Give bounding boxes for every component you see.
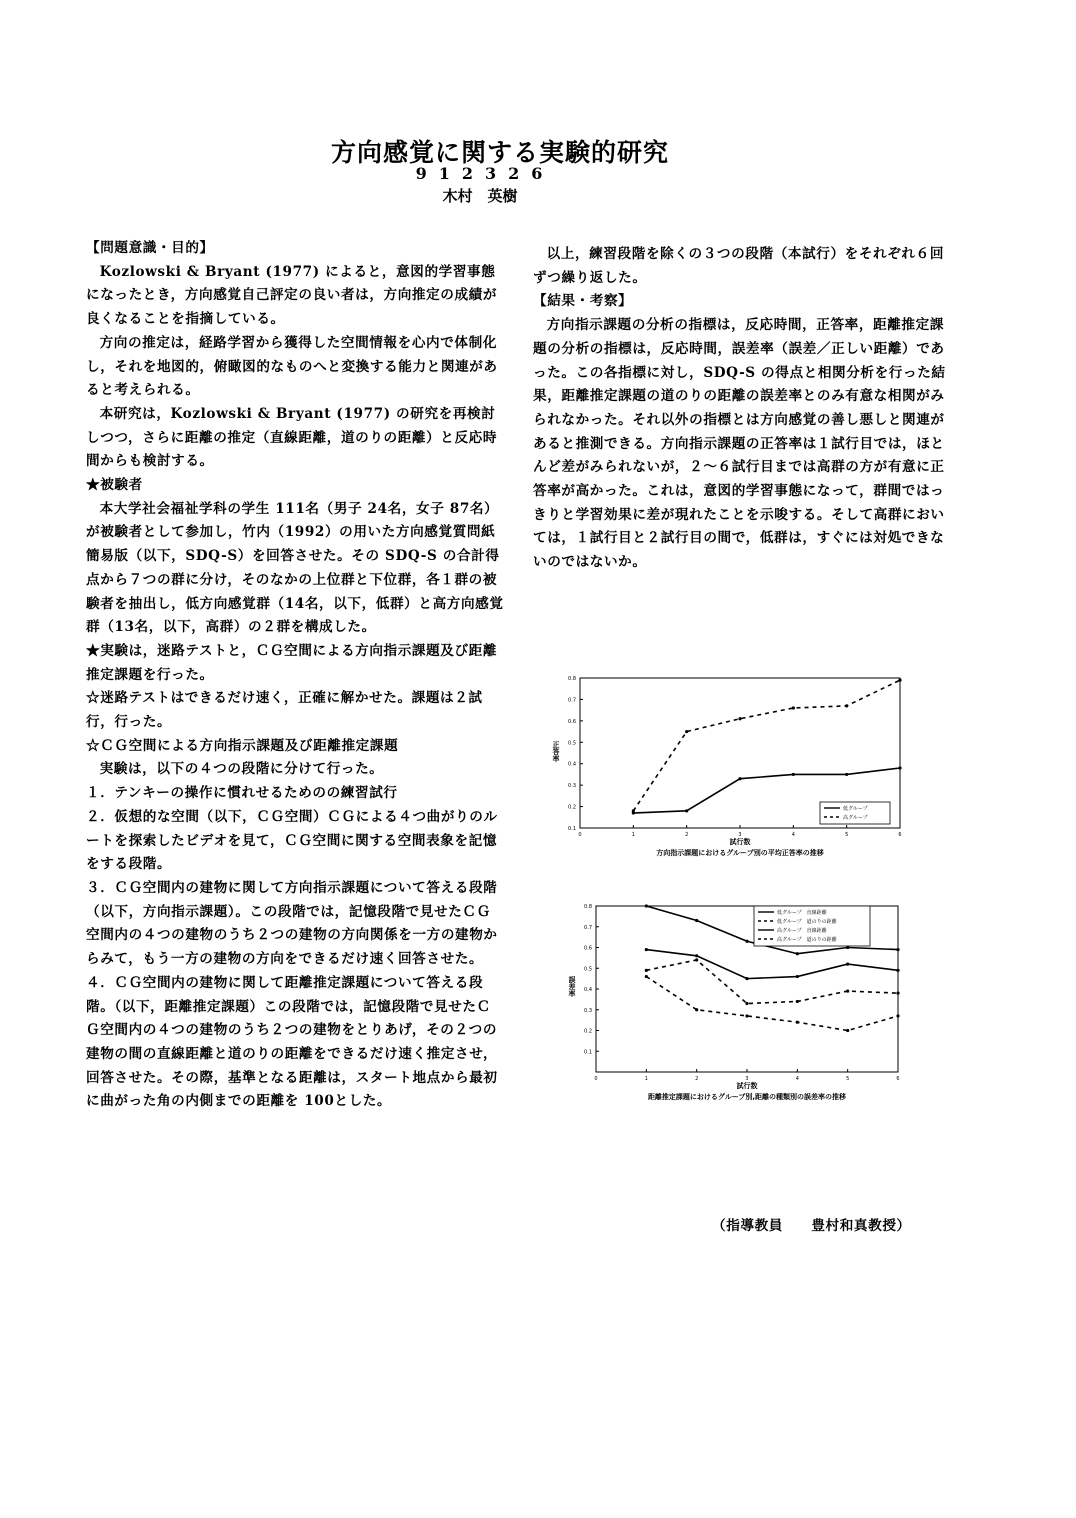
data-point bbox=[796, 1021, 799, 1024]
supervisor-note: （指導教員 豊村和真教授） bbox=[712, 1218, 911, 1234]
paper-title: 方向感覚に関する実験的研究 bbox=[330, 138, 669, 167]
y-tick-label: 0.1 bbox=[584, 1049, 592, 1056]
paragraph: 本大学社会福祉学科の学生 111名（男子 24名，女子 87名）が被験者として参加し，竹内（1992）の用いた方向感覚質問紙簡易版（以下，SDQ-S）を回答させた。その SDQ-S の合計得点から７つの群に分け，そのなかの上位群と下位群，各１群の被験者を抽出し，低方向感覚群（14名，以下，低群）と高方向感覚群（13名，以下，高群）の２群を構成した。 bbox=[86, 500, 504, 636]
x-tick-label: 6 bbox=[896, 1076, 900, 1082]
y-tick-label: 0.5 bbox=[584, 966, 592, 973]
paragraph: 以上，練習段階を除くの３つの段階（本試行）をそれぞれ６回ずつ繰り返した。 bbox=[533, 246, 945, 286]
data-point bbox=[846, 963, 849, 966]
y-tick-label: 0.7 bbox=[568, 697, 576, 704]
data-point bbox=[846, 1029, 849, 1032]
data-point bbox=[685, 809, 688, 812]
paragraph: ☆迷路テストはできるだけ速く，正確に解かせた。課題は２試行，行った。 bbox=[86, 690, 483, 731]
x-tick-label: 1 bbox=[644, 1076, 648, 1082]
y-tick-label: 0.3 bbox=[584, 1007, 592, 1014]
data-point bbox=[846, 989, 849, 992]
data-point bbox=[896, 1014, 899, 1017]
data-point bbox=[645, 969, 648, 972]
legend-label: 低グループ 直線距離 bbox=[777, 910, 827, 916]
data-point bbox=[645, 948, 648, 951]
series-line bbox=[633, 680, 900, 811]
right-column bbox=[533, 243, 951, 575]
data-point bbox=[695, 919, 698, 922]
series-line bbox=[646, 960, 898, 1004]
y-tick-label: 0.4 bbox=[568, 761, 576, 768]
paragraph: Kozlowski & Bryant (1977) によると，意図的学習事態になったとき，方向感覚自己評定の良い者は，方向推定の成績が良くなることを指摘している。 bbox=[86, 263, 498, 328]
data-point bbox=[896, 969, 899, 972]
paragraph: ４．ＣＧ空間内の建物に関して距離推定課題について答える段階。（以下，距離推定課題）この段階では，記憶段階で見せたＣＧ空間内の４つの建物のうち２つの建物をとりあげ，その２つの建物の間の直線距離と道のりの距離をできるだけ速く推定させ，回答させた。その際，基準となる距離は，スタート地点から最初に曲がった角の内側までの距離を 100とした。 bbox=[86, 974, 498, 1110]
paragraph: 【問題意識・目的】 bbox=[86, 240, 214, 256]
y-tick-label: 0.8 bbox=[568, 676, 576, 682]
author-name: 木村 英樹 bbox=[442, 187, 518, 205]
data-point bbox=[845, 704, 848, 707]
data-point bbox=[695, 954, 698, 957]
y-tick-label: 0.6 bbox=[568, 718, 576, 725]
paragraph: 【結果・考察】 bbox=[533, 293, 633, 310]
x-tick-label: 5 bbox=[846, 1076, 850, 1082]
y-axis-label: 正答率 bbox=[552, 741, 560, 762]
chart-error-rate bbox=[540, 896, 920, 1114]
x-tick-label: 2 bbox=[685, 832, 689, 838]
data-point bbox=[896, 948, 899, 951]
data-point bbox=[738, 717, 741, 720]
data-point bbox=[792, 706, 795, 709]
data-point bbox=[745, 1002, 748, 1005]
legend-label: 高グループ 道のりの距離 bbox=[777, 937, 837, 943]
chart-caption: 距離推定課題におけるグループ別,距離の種類別の誤差率の推移 bbox=[647, 1093, 847, 1101]
data-point bbox=[796, 1000, 799, 1003]
legend-label: 高グループ bbox=[843, 815, 868, 821]
data-point bbox=[695, 1008, 698, 1011]
data-point bbox=[796, 975, 799, 978]
paragraph: １．テンキーの操作に慣れせるためのの練習試行 bbox=[86, 785, 398, 802]
data-point bbox=[898, 679, 901, 682]
data-point bbox=[898, 766, 901, 769]
y-tick-label: 0.7 bbox=[584, 924, 592, 931]
x-tick-label: 4 bbox=[791, 832, 795, 838]
chart-caption: 方向指示課題におけるグループ別の平均正答率の推移 bbox=[656, 849, 824, 857]
data-point bbox=[845, 773, 848, 776]
legend-label: 低グループ bbox=[843, 806, 868, 812]
data-point bbox=[695, 958, 698, 961]
data-point bbox=[792, 773, 795, 776]
y-tick-label: 0.2 bbox=[568, 804, 576, 811]
paragraph: ☆ＣＧ空間による方向指示課題及び距離推定課題 bbox=[86, 737, 399, 754]
x-tick-label: 3 bbox=[745, 1076, 749, 1082]
x-tick-label: 4 bbox=[795, 1076, 799, 1082]
x-axis-label: 試行数 bbox=[736, 1082, 758, 1090]
left-column bbox=[86, 237, 504, 1114]
x-axis-label: 試行数 bbox=[729, 838, 751, 846]
data-point bbox=[896, 992, 899, 995]
data-point bbox=[796, 952, 799, 955]
data-point bbox=[738, 777, 741, 780]
x-tick-label: 0 bbox=[578, 832, 582, 838]
series-line bbox=[646, 950, 898, 979]
y-tick-label: 0.8 bbox=[584, 904, 592, 910]
x-tick-label: 2 bbox=[695, 1076, 699, 1082]
x-tick-label: 1 bbox=[631, 832, 635, 838]
data-point bbox=[632, 809, 635, 812]
paragraph: ★実験は，迷路テストと，ＣＧ空間による方向指示課題及び距離推定課題を行った。 bbox=[86, 642, 498, 683]
legend-label: 高グループ 直線距離 bbox=[777, 928, 827, 934]
series-line bbox=[646, 977, 898, 1031]
x-tick-label: 6 bbox=[898, 832, 902, 838]
data-point bbox=[645, 975, 648, 978]
data-point bbox=[685, 730, 688, 733]
y-axis-label: 誤差率 bbox=[568, 975, 576, 997]
paragraph: 方向の推定は，経路学習から獲得した空間情報を心内で体制化し，それを地図的，俯瞰図的なものへと変換する能力と関連があると考えられる。 bbox=[86, 334, 498, 399]
y-tick-label: 0.4 bbox=[584, 987, 592, 993]
student-id: 912326 bbox=[415, 164, 555, 183]
y-tick-label: 0.1 bbox=[568, 826, 576, 832]
paragraph: ★被験者 bbox=[86, 477, 143, 494]
data-point bbox=[745, 1014, 748, 1017]
data-point bbox=[745, 940, 748, 943]
y-tick-label: 0.5 bbox=[568, 740, 576, 747]
y-tick-label: 0.6 bbox=[584, 945, 592, 952]
paragraph: 本研究は，Kozlowski & Bryant (1977) の研究を再検討しつつ，さらに距離の推定（直線距離，道のりの距離）と反応時間からも検討する。 bbox=[86, 405, 498, 470]
paragraph: ３．ＣＧ空間内の建物に関して方向指示課題について答える段階（以下，方向指示課題）。この段階では，記憶段階で見せたＣＧ空間内の４つの建物のうち２つの建物の方向関係を一方の建物からみて，もう一方の建物の方向をできるだけ速く回答させた。 bbox=[86, 879, 498, 968]
paragraph: 実験は，以下の４つの段階に分けて行った。 bbox=[99, 761, 384, 778]
chart-correct-rate bbox=[540, 668, 920, 873]
y-tick-label: 0.2 bbox=[584, 1028, 592, 1035]
x-tick-label: 3 bbox=[738, 832, 742, 838]
y-tick-label: 0.3 bbox=[568, 783, 576, 790]
paragraph: 方向指示課題の分析の指標は，反応時間，正答率，距離推定課題の分析の指標は，反応時間，誤差率（誤差／正しい距離）であった。この各指標に対し，SDQ-S の得点と相関分析を行った結果，距離推定課題の道のりの距離の誤差率とのみ有意な相関がみられなかった。それ以外の指標とは方向感覚の善し悪しと関連があると推測できる。方向指示課題の正答率は１試行目では，ほとんど差がみられないが，２〜６試行目までは高群の方が有意に正答率が高かった。これは，意図的学習事態になって，群間ではっきりと学習効果に差が現れたことを示唆する。そして高群においては，１試行目と２試行目の間で，低群は，すぐには対処できないのではないか。 bbox=[533, 317, 946, 571]
legend-label: 低グループ 道のりの距離 bbox=[777, 919, 837, 925]
paragraph: ２．仮想的な空間（以下，ＣＧ空間）ＣＧによる４つ曲がりのルートを探索したビデオを見て，ＣＧ空間に関する空間表象を記憶をする段階。 bbox=[86, 808, 498, 873]
data-point bbox=[645, 904, 648, 907]
data-point bbox=[745, 977, 748, 980]
x-tick-label: 5 bbox=[845, 832, 849, 838]
x-tick-label: 0 bbox=[594, 1076, 598, 1082]
